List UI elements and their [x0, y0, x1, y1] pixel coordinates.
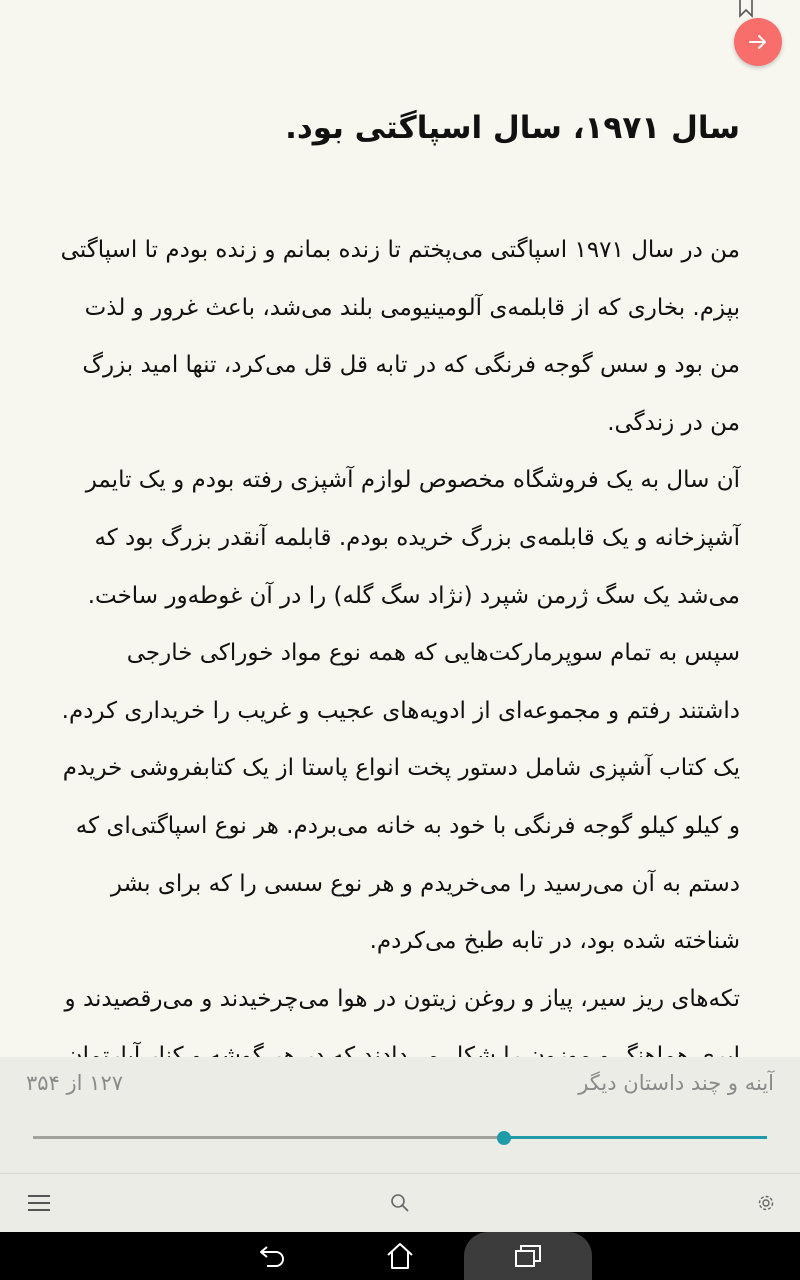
book-title: آینه و چند داستان دیگر: [578, 1071, 774, 1095]
paragraph: سپس به تمام سوپرمارکت‌هایی که همه نوع مواد خوراکی خارجی داشتند رفتم و مجموعه‌ای از ادویه‌های عجیب و غریب را خریداری کردم. یک کتاب آشپزی شامل دستور پخت انواع پاستا از یک کتابفروشی خریدم و کیلو کیلو گوجه فرنگی با خود به خانه می‌بردم. هر نوع اسپاگتی‌ای که دستم به آن می‌رسید را می‌خریدم و هر نوع سسی را که برای بشر شناخته شده بود، در تابه طبخ می‌کردم.: [61, 640, 740, 955]
arrow-right-icon: [747, 31, 769, 53]
next-arrow-button[interactable]: [734, 18, 782, 66]
hamburger-menu-icon[interactable]: [24, 1188, 54, 1218]
reading-progress-panel: [0, 1057, 800, 1232]
slider-thumb[interactable]: [497, 1131, 511, 1145]
paragraph: تکه‌های ریز سیر، پیاز و روغن زیتون در هوا می‌چرخیدند و می‌رقصیدند و: [64, 985, 740, 1012]
bookmark-icon[interactable]: [736, 0, 756, 18]
system-navigation-bar: [0, 1232, 800, 1280]
gear-icon[interactable]: [751, 1188, 781, 1218]
paragraph: آن سال به یک فروشگاه مخصوص لوازم آشپزی رفته بودم و یک تایمر آشپزخانه و یک قابلمه‌ی بزرگ خریده بودم. قابلمه آنقدر بزرگ بود که می‌شد یک سگ ژرمن شپرد (نژاد سگ گله) را در آن غوطه‌ور ساخت.: [85, 467, 740, 609]
recent-apps-icon[interactable]: [512, 1241, 544, 1271]
chapter-title: سال ۱۹۷۱، سال اسپاگتی بود.: [285, 110, 740, 146]
search-icon[interactable]: [385, 1188, 415, 1218]
reader-toolbar: [0, 1173, 800, 1232]
page-indicator: ۱۲۷ از ۳۵۴: [26, 1071, 124, 1095]
slider-progress-fill: [504, 1136, 767, 1139]
back-icon[interactable]: [256, 1241, 288, 1271]
page-slider[interactable]: [33, 1131, 767, 1145]
paragraph: من در سال ۱۹۷۱ اسپاگتی می‌پختم تا زنده بمانم و زنده بودم تا اسپاگتی بپزم. بخاری که از قابلمه‌ی آلومینیومی بلند می‌شد، باعث غرور و لذت من بود و سس گوجه فرنگی که در تابه قل قل می‌کرد، تنها امید بزرگ من در زندگی.: [60, 237, 740, 436]
home-icon[interactable]: [384, 1241, 416, 1271]
book-text: [58, 100, 740, 1144]
